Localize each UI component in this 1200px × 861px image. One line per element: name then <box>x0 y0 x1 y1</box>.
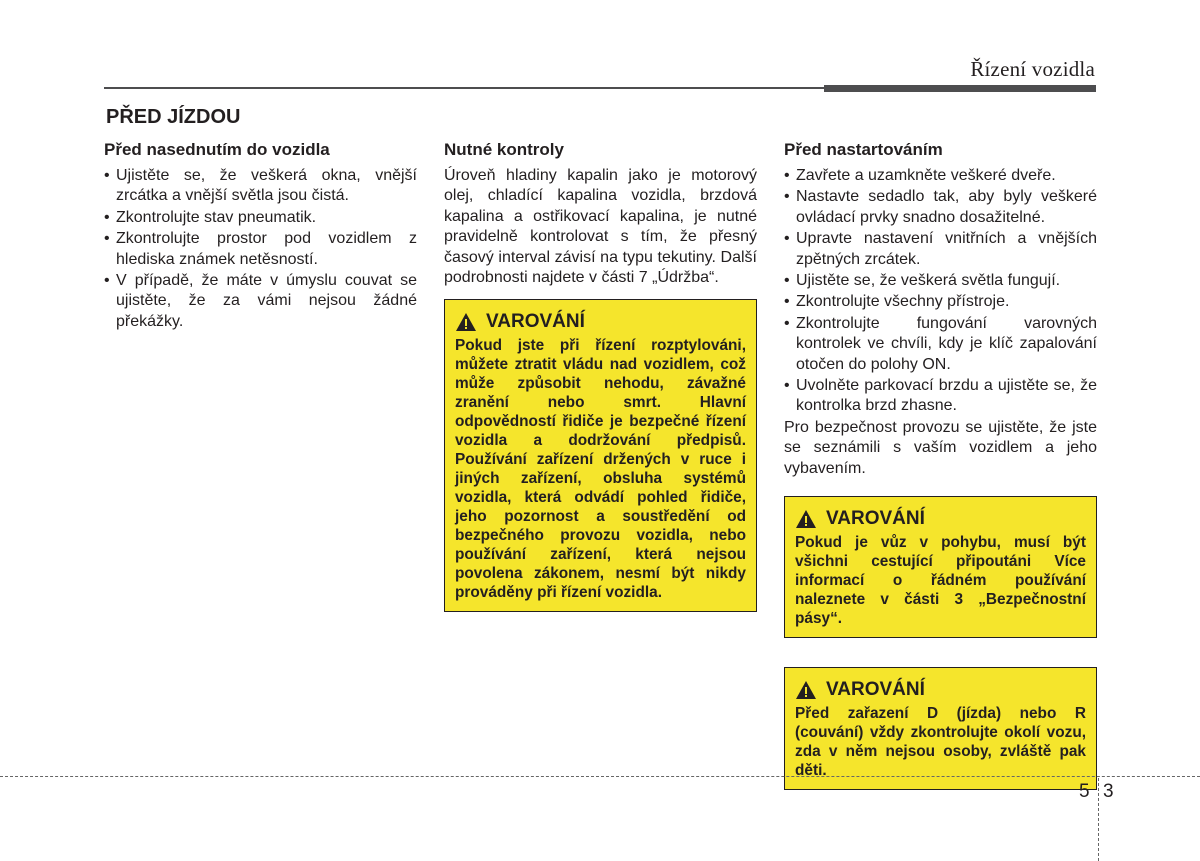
column-heading: Nutné kontroly <box>444 140 564 159</box>
closing-paragraph: Pro bezpečnost provozu se ujistěte, že jste se seznámili s vaším vozidlem a jeho vybavením. <box>784 418 1097 477</box>
column-heading: Před nastartováním <box>784 140 943 159</box>
column-necessary-checks <box>444 139 757 612</box>
header-rule <box>104 87 824 89</box>
list-item: • Ujistěte se, že veškerá okna, vnější zrcátka a vnější světla jsou čistá. <box>104 166 417 207</box>
list-item: • Zkontrolujte fungování varovných kontrolek ve chvíli, kdy je klíč zapalování otočen do polohy ON. <box>784 314 1097 375</box>
warning-box <box>784 496 1097 638</box>
list-item: • Zkontrolujte všechny přístroje. <box>784 292 1097 312</box>
warning-box <box>784 667 1097 790</box>
warning-triangle-icon <box>795 509 817 529</box>
warning-text: Před zařazení D (jízda) nebo R (couvání) vždy zkontrolujte okolí vozu, zda v něm nejsou osoby, zvláště pak děti. <box>795 705 1086 780</box>
warning-title: VAROVÁNÍ <box>486 311 585 333</box>
checklist <box>104 166 417 332</box>
list-item: • Zavřete a uzamkněte veškeré dveře. <box>784 166 1097 186</box>
page-number: 3 <box>1103 781 1114 802</box>
list-item: • Uvolněte parkovací brzdu a ujistěte se, že kontrolka brzd zhasne. <box>784 376 1097 417</box>
list-item: • Upravte nastavení vnitřních a vnějších zpětných zrcátek. <box>784 229 1097 270</box>
body-paragraph: Úroveň hladiny kapalin jako je motorový olej, chladící kapalina vozidla, brzdová kapalina a ostřikovací kapalina, je nutné pravidelně kontrolovat s tím, že přesný časový interval závisí na typu tekutiny. Další podrobnosti najdete v části 7 „Údržba“. <box>444 167 757 287</box>
warning-title: VAROVÁNÍ <box>826 679 925 701</box>
header-rule-accent <box>824 85 1096 92</box>
section-title: PŘED JÍZDOU <box>106 106 241 128</box>
warning-text: Pokud je vůz v pohybu, musí být všichni cestující připoutáni Více informací o řádném používání naleznete v části 3 „Bezpečnostní pásy“. <box>795 534 1086 628</box>
page-number-divider <box>1098 778 1099 861</box>
chapter-number: 5 <box>1079 781 1090 802</box>
warning-header <box>455 311 746 333</box>
warning-title: VAROVÁNÍ <box>826 508 925 530</box>
warning-header <box>795 508 1086 530</box>
footer-divider <box>0 776 1200 777</box>
chapter-title: Řízení vozidla <box>970 57 1095 81</box>
list-item: • Ujistěte se, že veškerá světla fungují. <box>784 271 1097 291</box>
list-item: • Zkontrolujte stav pneumatik. <box>104 208 417 228</box>
warning-text: Pokud jste při řízení rozptylováni, můžete ztratit vládu nad vozidlem, což může způsobit nehodu, závažné zranění nebo smrt. Hlavní odpovědností řidiče je bezpečné řízení vozidla a dodržování předpisů. Používání zařízení držených v ruce i jiných zařízení, obsluha systémů vozidla, která odvádí pohled řidiče, jeho pozornost a soustředění od bezpečného provozu vozidla, nebo používání zařízení, která nejsou povolena zákonem, nesmí být nikdy prováděny při řízení vozidla. <box>455 337 746 602</box>
list-item: • V případě, že máte v úmyslu couvat se ujistěte, že za vámi nejsou žádné překážky. <box>104 271 417 332</box>
list-item: • Nastavte sedadlo tak, aby byly veškeré ovládací prvky snadno dosažitelné. <box>784 187 1097 228</box>
list-item: • Zkontrolujte prostor pod vozidlem z hlediska známek netěsností. <box>104 229 417 270</box>
warning-header <box>795 679 1086 701</box>
column-before-starting <box>784 139 1097 790</box>
warning-triangle-icon <box>455 312 477 332</box>
warning-box <box>444 299 757 612</box>
column-before-entering <box>104 139 417 333</box>
checklist <box>784 166 1097 417</box>
column-heading: Před nasednutím do vozidla <box>104 140 330 159</box>
warning-triangle-icon <box>795 680 817 700</box>
